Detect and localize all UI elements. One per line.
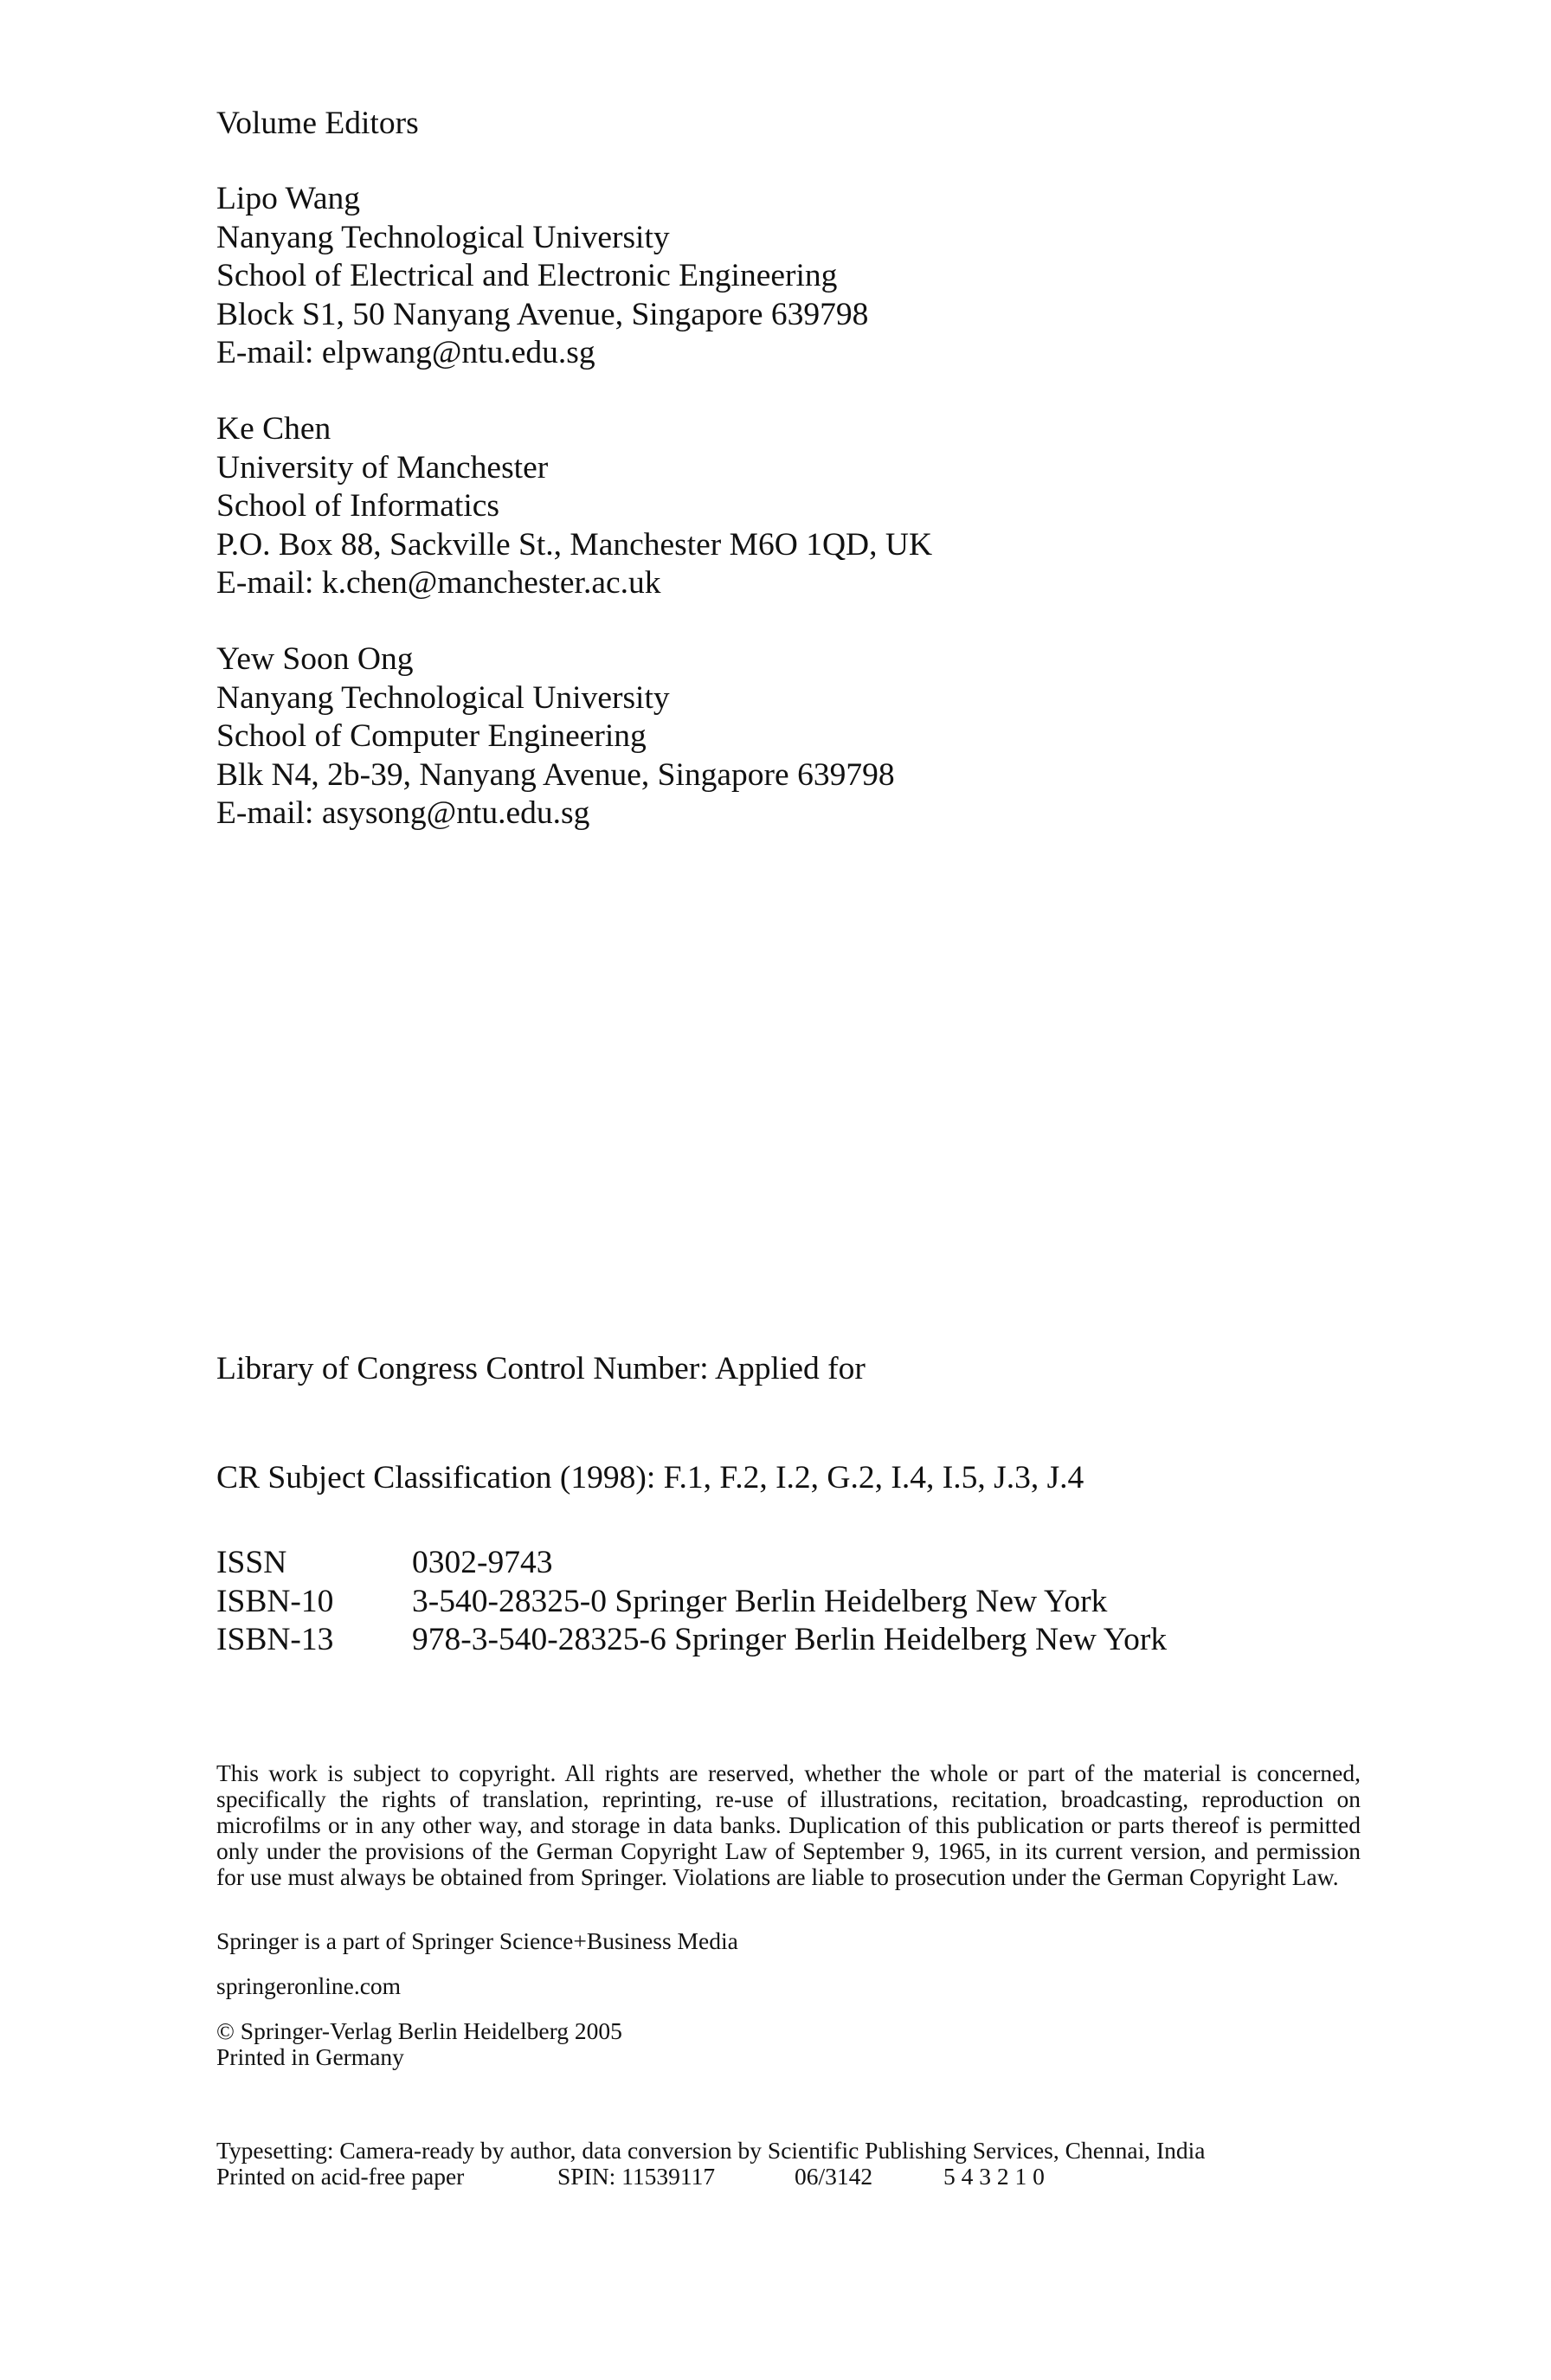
identifier-label: ISSN (216, 1545, 287, 1580)
editor-institution: University of Manchester (216, 449, 549, 486)
spin-number: SPIN: 11539117 (557, 2163, 716, 2190)
identifier-row-isbn13 (216, 1621, 1167, 1660)
printed-in: Printed in Germany (216, 2043, 404, 2070)
identifier-label: ISBN-13 (216, 1622, 334, 1657)
identifier-row-isbn10 (216, 1583, 1167, 1622)
editor-institution: Nanyang Technological University (216, 679, 670, 716)
paper-info: Printed on acid-free paper (216, 2163, 465, 2190)
identifier-value: 0302-9743 (412, 1545, 553, 1580)
editor-address: P.O. Box 88, Sackville St., Manchester M6O 1QD, UK (216, 526, 933, 563)
editor-block-1 (216, 180, 868, 373)
editor-name: Ke Chen (216, 411, 331, 447)
editor-block-3 (216, 640, 895, 833)
springer-part-line: Springer is a part of Springer Science+Business Media (216, 1927, 738, 1954)
identifier-value: 978-3-540-28325-6 Springer Berlin Heidelberg New York (412, 1622, 1168, 1657)
copyright-notice: This work is subject to copyright. All rights are reserved, whether the whole or part of the material is concerned, specifically the rights of translation, reprinting, re-use of illustrations, recitation, broadcasting, reproduction on microfilms or in any other way, and storage in data banks. Duplication of this publication or parts thereof is permitted only under the provisions of the German Copyright Law of September 9, 1965, in its current version, and permission for use must always be obtained from Springer. Violations are liable to prosecution under the German Copyright Law. (216, 1759, 1361, 1890)
editor-school: School of Computer Engineering (216, 718, 647, 754)
loc-control-number: Library of Congress Control Number: Applied for (216, 1351, 866, 1386)
identifier-table (216, 1544, 1167, 1660)
editor-name: Lipo Wang (216, 181, 361, 216)
editor-address: Block S1, 50 Nanyang Avenue, Singapore 639798 (216, 296, 869, 332)
editor-email: E-mail: elpwang@ntu.edu.sg (216, 335, 595, 370)
identifier-value: 3-540-28325-0 Springer Berlin Heidelberg New York (412, 1583, 1108, 1619)
copyright-block (216, 2018, 622, 2070)
print-run: 5 4 3 2 1 0 (943, 2163, 1045, 2190)
cr-subject-classification: CR Subject Classification (1998): F.1, F.2, I.2, G.2, I.4, I.5, J.3, J.4 (216, 1460, 1084, 1496)
editor-school: School of Electrical and Electronic Engineering (216, 258, 838, 293)
editor-email: E-mail: asysong@ntu.edu.sg (216, 795, 590, 831)
volume-editors-heading: Volume Editors (216, 106, 419, 141)
editor-institution: Nanyang Technological University (216, 219, 670, 255)
identifier-row-issn (216, 1544, 1167, 1583)
copyright-line: © Springer-Verlag Berlin Heidelberg 2005 (216, 2017, 622, 2044)
editor-school: School of Informatics (216, 488, 500, 524)
editor-name: Yew Soon Ong (216, 641, 414, 677)
print-code: 06/3142 (795, 2163, 873, 2190)
identifier-label: ISBN-10 (216, 1583, 334, 1619)
typesetting-line: Typesetting: Camera-ready by author, data conversion by Scientific Publishing Services, Chennai, India (216, 2137, 1206, 2164)
editor-block-2 (216, 410, 932, 603)
editor-address: Blk N4, 2b-39, Nanyang Avenue, Singapore 639798 (216, 756, 895, 793)
website-link[interactable]: springeronline.com (216, 1972, 402, 1999)
editor-email: E-mail: k.chen@manchester.ac.uk (216, 565, 661, 601)
